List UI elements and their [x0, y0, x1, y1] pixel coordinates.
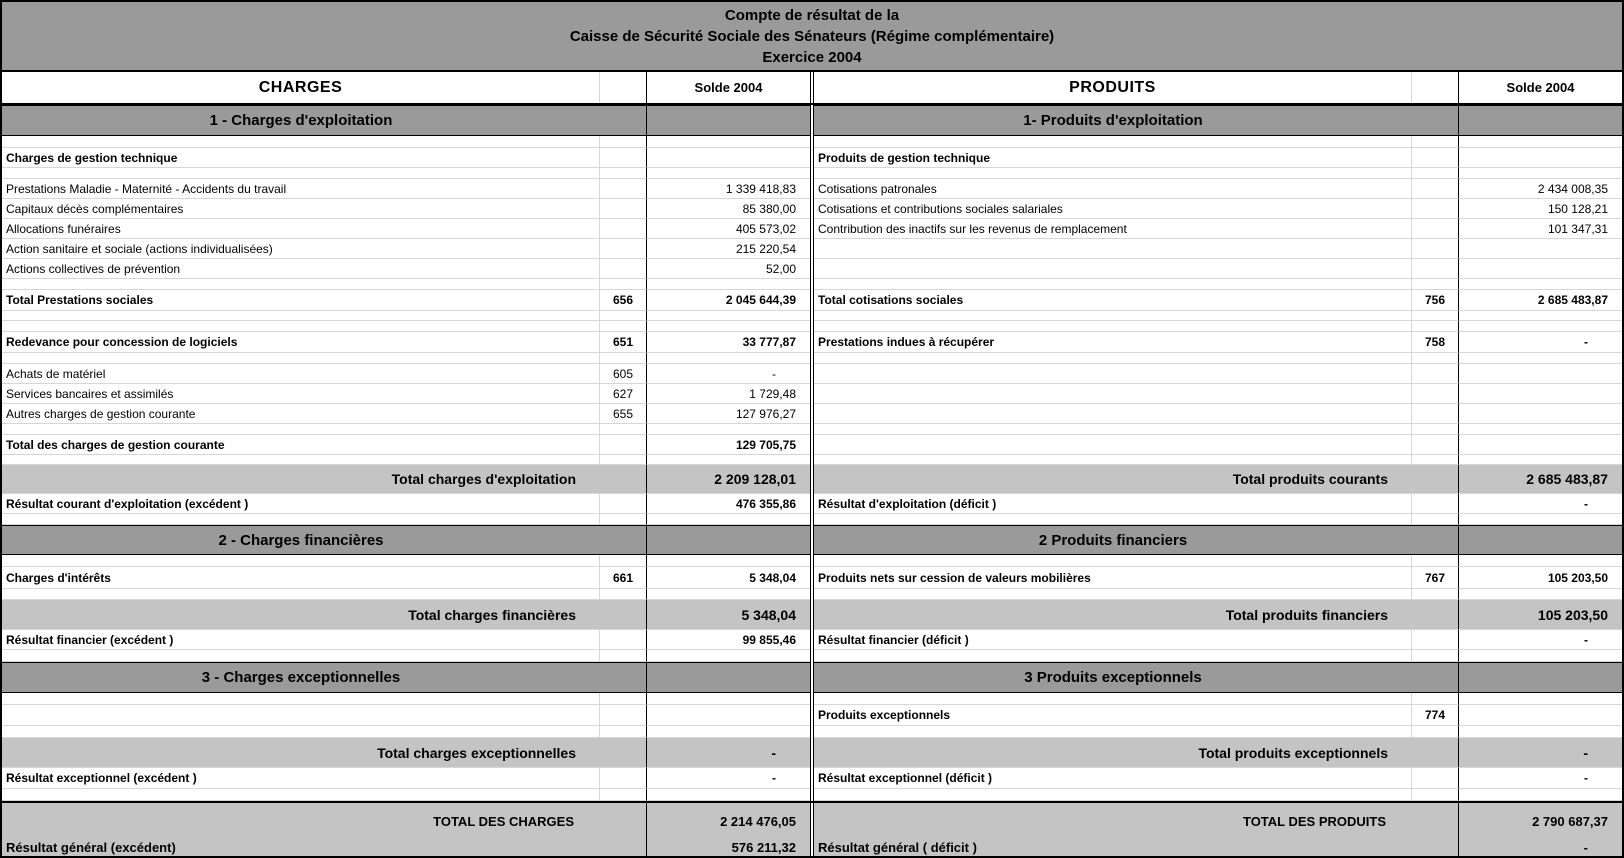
charges-value-cell: 127 976,27: [646, 404, 810, 424]
charges-code-cell: [600, 768, 646, 789]
produits-value-cell: [1458, 321, 1622, 332]
produits-code-cell: [1412, 353, 1458, 364]
produits-code-cell: [1412, 384, 1458, 404]
charges-value-cell: [646, 353, 810, 364]
charges-code-cell: 651: [600, 332, 646, 353]
produits-value-cell: 150 128,21: [1458, 199, 1622, 219]
charges-value-cell: 129 705,75: [646, 435, 810, 455]
produits-label-cell: TOTAL DES PRODUITS: [814, 801, 1412, 839]
produits-code-cell: [1412, 789, 1458, 801]
charges-value-cell: [646, 424, 810, 435]
charges-code-cell: 655: [600, 404, 646, 424]
produits-label-cell: [814, 168, 1412, 179]
charges-label-cell: Total des charges de gestion courante: [2, 435, 600, 455]
charges-label-cell: Capitaux décès complémentaires: [2, 199, 600, 219]
charges-value-cell: [646, 105, 810, 136]
produits-value-cell: [1458, 589, 1622, 600]
produits-label-cell: Total cotisations sociales: [814, 290, 1412, 311]
charges-value-cell: 1 729,48: [646, 384, 810, 404]
charges-label-cell: [2, 705, 600, 726]
charges-label-cell: [2, 555, 600, 567]
charges-code-cell: [600, 321, 646, 332]
charges-code-cell: 656: [600, 290, 646, 311]
charges-code-cell: [600, 801, 646, 839]
produits-value-cell: 2 434 008,35: [1458, 179, 1622, 199]
produits-value-cell: -: [1458, 839, 1622, 856]
charges-label-cell: [2, 136, 600, 148]
charges-value-cell: [646, 555, 810, 567]
produits-label-cell: [814, 555, 1412, 567]
table-row: [2, 290, 1622, 311]
produits-label-cell: [814, 424, 1412, 435]
charges-code-cell: [600, 311, 646, 321]
charges-label-cell: Résultat financier (excédent ): [2, 630, 600, 650]
produits-value-cell: [1458, 239, 1622, 259]
produits-value-cell: -: [1458, 630, 1622, 650]
charges-value-cell: 215 220,54: [646, 239, 810, 259]
produits-label-cell: Cotisations et contributions sociales salariales: [814, 199, 1412, 219]
produits-value-cell: [1458, 650, 1622, 662]
produits-code-cell: [1412, 404, 1458, 424]
produits-label-cell: [814, 789, 1412, 801]
produits-label-cell: [814, 455, 1412, 465]
charges-value-cell: 2 045 644,39: [646, 290, 810, 311]
charges-label-cell: [2, 424, 600, 435]
charges-value-cell: [646, 311, 810, 321]
produits-code-cell: [1412, 650, 1458, 662]
produits-code-cell: 767: [1412, 567, 1458, 589]
table-row: [2, 567, 1622, 589]
produits-label-cell: [814, 514, 1412, 525]
charges-code-cell: 661: [600, 567, 646, 589]
produits-value-cell: 2 685 483,87: [1458, 290, 1622, 311]
produits-value-cell: [1458, 726, 1622, 738]
spacer-row: [2, 424, 1622, 435]
charges-label-cell: [2, 321, 600, 332]
table-row: [2, 199, 1622, 219]
charges-value-cell: [646, 514, 810, 525]
charges-value-cell: 33 777,87: [646, 332, 810, 353]
charges-value-cell: [646, 705, 810, 726]
spacer-row: [2, 311, 1622, 321]
charges-solde-column-header: Solde 2004: [646, 72, 810, 103]
charges-code-cell: [600, 494, 646, 514]
charges-label-cell: Résultat courant d'exploitation (excédent ): [2, 494, 600, 514]
charges-value-cell: [646, 726, 810, 738]
produits-code-cell: [1412, 148, 1458, 168]
produits-code-cell: [1412, 168, 1458, 179]
produits-code-cell: [1412, 726, 1458, 738]
charges-label-cell: Total charges financières: [2, 600, 600, 630]
table-row: [2, 239, 1622, 259]
produits-solde-column-header: Solde 2004: [1458, 72, 1622, 103]
spacer-row: [2, 168, 1622, 179]
produits-value-cell: 2 685 483,87: [1458, 465, 1622, 494]
produits-value-cell: 2 790 687,37: [1458, 801, 1622, 839]
charges-code-cell: [600, 589, 646, 600]
charges-value-cell: [646, 136, 810, 148]
produits-code-cell: [1412, 768, 1458, 789]
grand-total-row: [2, 801, 1622, 839]
charges-code-cell: [600, 199, 646, 219]
charges-column-header: CHARGES: [2, 72, 600, 103]
table-row: [2, 705, 1622, 726]
produits-value-cell: [1458, 555, 1622, 567]
charges-label-cell: [2, 168, 600, 179]
charges-label-cell: [2, 650, 600, 662]
table-row: [2, 435, 1622, 455]
produits-label-cell: [814, 353, 1412, 364]
table-row: [2, 179, 1622, 199]
charges-value-cell: [646, 168, 810, 179]
table-row: [2, 384, 1622, 404]
produits-code-cell: 756: [1412, 290, 1458, 311]
table-row: [2, 148, 1622, 168]
table-row: [2, 219, 1622, 239]
produits-code-cell: [1412, 600, 1458, 630]
charges-code-cell: [600, 259, 646, 279]
produits-label-cell: Produits nets sur cession de valeurs mobilières: [814, 567, 1412, 589]
spacer-row: [2, 693, 1622, 705]
charges-code-cell: [600, 239, 646, 259]
charges-code-cell: [600, 705, 646, 726]
charges-value-cell: 5 348,04: [646, 567, 810, 589]
charges-label-cell: [2, 514, 600, 525]
produits-value-cell: [1458, 404, 1622, 424]
charges-code-cell: 627: [600, 384, 646, 404]
produits-label-cell: [814, 693, 1412, 705]
produits-label-cell: Contribution des inactifs sur les revenus de remplacement: [814, 219, 1412, 239]
charges-value-cell: 5 348,04: [646, 600, 810, 630]
charges-label-cell: [2, 789, 600, 801]
charges-value-cell: 2 209 128,01: [646, 465, 810, 494]
charges-label-cell: Services bancaires et assimilés: [2, 384, 600, 404]
charges-value-cell: -: [646, 364, 810, 384]
produits-value-cell: 105 203,50: [1458, 600, 1622, 630]
produits-value-cell: [1458, 435, 1622, 455]
produits-label-cell: [814, 259, 1412, 279]
produits-code-cell: [1412, 630, 1458, 650]
charges-label-cell: Total charges exceptionnelles: [2, 738, 600, 768]
charges-code-cell: [600, 168, 646, 179]
produits-code-cell: [1412, 219, 1458, 239]
section-header-row: [2, 525, 1622, 555]
charges-code-cell: [600, 525, 646, 555]
produits-label-cell: Prestations indues à récupérer: [814, 332, 1412, 353]
charges-code-cell: [600, 630, 646, 650]
column-header-row: [2, 72, 1622, 105]
table-row: [2, 332, 1622, 353]
produits-label-cell: 1- Produits d'exploitation: [814, 105, 1412, 136]
produits-value-cell: [1458, 514, 1622, 525]
spacer-row: [2, 650, 1622, 662]
produits-code-cell: [1412, 662, 1458, 693]
produits-label-cell: 3 Produits exceptionnels: [814, 662, 1412, 693]
charges-code-cell: [600, 839, 646, 856]
produits-label-cell: [814, 136, 1412, 148]
charges-value-cell: 405 573,02: [646, 219, 810, 239]
charges-value-cell: [646, 589, 810, 600]
produits-value-cell: [1458, 279, 1622, 290]
spacer-row: [2, 353, 1622, 364]
charges-value-cell: -: [646, 738, 810, 768]
charges-code-cell: [600, 105, 646, 136]
charges-value-cell: 52,00: [646, 259, 810, 279]
produits-code-cell: [1412, 321, 1458, 332]
title-line-1: Compte de résultat de la: [724, 6, 900, 24]
produits-label-cell: Total produits exceptionnels: [814, 738, 1412, 768]
charges-label-cell: Charges de gestion technique: [2, 148, 600, 168]
produits-code-cell: 774: [1412, 705, 1458, 726]
produits-code-cell: [1412, 259, 1458, 279]
produits-value-cell: [1458, 136, 1622, 148]
title-line-3: Exercice 2004: [762, 48, 862, 66]
charges-value-cell: 1 339 418,83: [646, 179, 810, 199]
produits-label-cell: [814, 435, 1412, 455]
produits-value-cell: -: [1458, 738, 1622, 768]
produits-value-cell: [1458, 789, 1622, 801]
produits-code-cell: [1412, 105, 1458, 136]
produits-value-cell: [1458, 424, 1622, 435]
table-row: [2, 494, 1622, 514]
title-line-2: Caisse de Sécurité Sociale des Sénateurs (Régime complémentaire): [569, 27, 1055, 45]
charges-code-cell: [600, 514, 646, 525]
produits-label-cell: [814, 279, 1412, 290]
charges-code-cell: [600, 726, 646, 738]
charges-value-cell: [646, 321, 810, 332]
charges-label-cell: Résultat exceptionnel (excédent ): [2, 768, 600, 789]
charges-code-cell: [600, 650, 646, 662]
charges-value-cell: 2 214 476,05: [646, 801, 810, 839]
produits-code-cell: [1412, 693, 1458, 705]
produits-value-cell: 105 203,50: [1458, 567, 1622, 589]
produits-label-cell: [814, 404, 1412, 424]
spacer-row: [2, 321, 1622, 332]
charges-value-cell: 576 211,32: [646, 839, 810, 856]
charges-label-cell: 3 - Charges exceptionnelles: [2, 662, 600, 693]
charges-label-cell: 2 - Charges financières: [2, 525, 600, 555]
produits-label-cell: Cotisations patronales: [814, 179, 1412, 199]
produits-value-cell: [1458, 693, 1622, 705]
produits-code-cell: [1412, 136, 1458, 148]
produits-code-cell: [1412, 589, 1458, 600]
charges-label-cell: [2, 311, 600, 321]
produits-value-cell: [1458, 662, 1622, 693]
produits-value-cell: [1458, 353, 1622, 364]
produits-label-cell: [814, 321, 1412, 332]
section-header-row: [2, 662, 1622, 693]
produits-code-cell: [1412, 514, 1458, 525]
produits-label-cell: Produits de gestion technique: [814, 148, 1412, 168]
produits-label-cell: [814, 311, 1412, 321]
spacer-row: [2, 555, 1622, 567]
charges-code-cell: [600, 179, 646, 199]
charges-label-cell: [2, 279, 600, 290]
produits-code-cell: [1412, 738, 1458, 768]
produits-value-cell: [1458, 105, 1622, 136]
produits-code-cell: [1412, 465, 1458, 494]
produits-label-cell: [814, 589, 1412, 600]
charges-code-cell: [600, 136, 646, 148]
produits-label-cell: [814, 239, 1412, 259]
table-row: [2, 259, 1622, 279]
produits-code-cell: [1412, 179, 1458, 199]
document-title: [2, 2, 1622, 72]
table-row: [2, 768, 1622, 789]
spacer-row: [2, 789, 1622, 801]
produits-value-cell: [1458, 525, 1622, 555]
charges-code-column-header: [600, 72, 646, 103]
produits-code-cell: [1412, 311, 1458, 321]
produits-code-cell: [1412, 199, 1458, 219]
produits-label-cell: 2 Produits financiers: [814, 525, 1412, 555]
charges-label-cell: Prestations Maladie - Maternité - Accidents du travail: [2, 179, 600, 199]
section-header-row: [2, 105, 1622, 136]
charges-code-cell: [600, 738, 646, 768]
table-row: [2, 364, 1622, 384]
charges-label-cell: Redevance pour concession de logiciels: [2, 332, 600, 353]
charges-label-cell: Autres charges de gestion courante: [2, 404, 600, 424]
produits-code-cell: 758: [1412, 332, 1458, 353]
charges-value-cell: 99 855,46: [646, 630, 810, 650]
charges-label-cell: Achats de matériel: [2, 364, 600, 384]
spacer-row: [2, 726, 1622, 738]
charges-label-cell: [2, 726, 600, 738]
charges-code-cell: [600, 600, 646, 630]
charges-code-cell: [600, 662, 646, 693]
charges-code-cell: [600, 435, 646, 455]
charges-value-cell: -: [646, 768, 810, 789]
charges-label-cell: [2, 589, 600, 600]
produits-value-cell: [1458, 384, 1622, 404]
produits-value-cell: -: [1458, 768, 1622, 789]
charges-value-cell: 476 355,86: [646, 494, 810, 514]
produits-code-column-header: [1412, 72, 1458, 103]
produits-code-cell: [1412, 525, 1458, 555]
produits-value-cell: [1458, 364, 1622, 384]
produits-value-cell: -: [1458, 494, 1622, 514]
charges-label-cell: TOTAL DES CHARGES: [2, 801, 600, 839]
produits-label-cell: Résultat exceptionnel (déficit ): [814, 768, 1412, 789]
produits-value-cell: [1458, 259, 1622, 279]
produits-label-cell: Total produits financiers: [814, 600, 1412, 630]
produits-value-cell: [1458, 455, 1622, 465]
produits-code-cell: [1412, 435, 1458, 455]
charges-code-cell: [600, 465, 646, 494]
produits-code-cell: [1412, 839, 1458, 856]
charges-value-cell: [646, 662, 810, 693]
produits-label-cell: [814, 384, 1412, 404]
produits-code-cell: [1412, 424, 1458, 435]
produits-value-cell: [1458, 311, 1622, 321]
charges-value-cell: [646, 693, 810, 705]
produits-code-cell: [1412, 801, 1458, 839]
produits-label-cell: Résultat général ( déficit ): [814, 839, 1412, 856]
produits-code-cell: [1412, 364, 1458, 384]
charges-value-cell: [646, 279, 810, 290]
charges-label-cell: Charges d'intérêts: [2, 567, 600, 589]
charges-code-cell: [600, 148, 646, 168]
produits-code-cell: [1412, 494, 1458, 514]
spacer-row: [2, 455, 1622, 465]
produits-code-cell: [1412, 239, 1458, 259]
charges-code-cell: 605: [600, 364, 646, 384]
charges-label-cell: Action sanitaire et sociale (actions individualisées): [2, 239, 600, 259]
charges-value-cell: [646, 650, 810, 662]
produits-value-cell: [1458, 168, 1622, 179]
spacer-row: [2, 279, 1622, 290]
charges-label-cell: [2, 353, 600, 364]
charges-code-cell: [600, 279, 646, 290]
table-body: [2, 105, 1622, 856]
charges-value-cell: [646, 148, 810, 168]
charges-label-cell: 1 - Charges d'exploitation: [2, 105, 600, 136]
table-row: [2, 630, 1622, 650]
charges-value-cell: 85 380,00: [646, 199, 810, 219]
charges-label-cell: Allocations funéraires: [2, 219, 600, 239]
produits-label-cell: Résultat financier (déficit ): [814, 630, 1412, 650]
produits-label-cell: Total produits courants: [814, 465, 1412, 494]
charges-code-cell: [600, 219, 646, 239]
produits-value-cell: -: [1458, 332, 1622, 353]
produits-label-cell: [814, 650, 1412, 662]
subtotal-row: [2, 600, 1622, 630]
charges-label-cell: [2, 455, 600, 465]
charges-value-cell: [646, 789, 810, 801]
spacer-row: [2, 136, 1622, 148]
spacer-row: [2, 514, 1622, 525]
charges-label-cell: Total charges d'exploitation: [2, 465, 600, 494]
charges-value-cell: [646, 525, 810, 555]
produits-code-cell: [1412, 279, 1458, 290]
charges-label-cell: Actions collectives de prévention: [2, 259, 600, 279]
charges-code-cell: [600, 455, 646, 465]
produits-code-cell: [1412, 555, 1458, 567]
charges-code-cell: [600, 424, 646, 435]
subtotal-row: [2, 738, 1622, 768]
charges-code-cell: [600, 789, 646, 801]
table-row: [2, 404, 1622, 424]
charges-label-cell: [2, 693, 600, 705]
produits-code-cell: [1412, 455, 1458, 465]
charges-code-cell: [600, 353, 646, 364]
produits-value-cell: [1458, 148, 1622, 168]
spacer-row: [2, 589, 1622, 600]
charges-label-cell: Résultat général (excédent): [2, 839, 600, 856]
charges-code-cell: [600, 693, 646, 705]
charges-code-cell: [600, 555, 646, 567]
subtotal-row: [2, 465, 1622, 494]
produits-value-cell: 101 347,31: [1458, 219, 1622, 239]
produits-column-header: PRODUITS: [814, 72, 1412, 103]
charges-value-cell: [646, 455, 810, 465]
produits-label-cell: [814, 364, 1412, 384]
produits-label-cell: [814, 726, 1412, 738]
produits-value-cell: [1458, 705, 1622, 726]
grand-result-row: [2, 839, 1622, 856]
produits-label-cell: Résultat d'exploitation (déficit ): [814, 494, 1412, 514]
produits-label-cell: Produits exceptionnels: [814, 705, 1412, 726]
charges-label-cell: Total Prestations sociales: [2, 290, 600, 311]
